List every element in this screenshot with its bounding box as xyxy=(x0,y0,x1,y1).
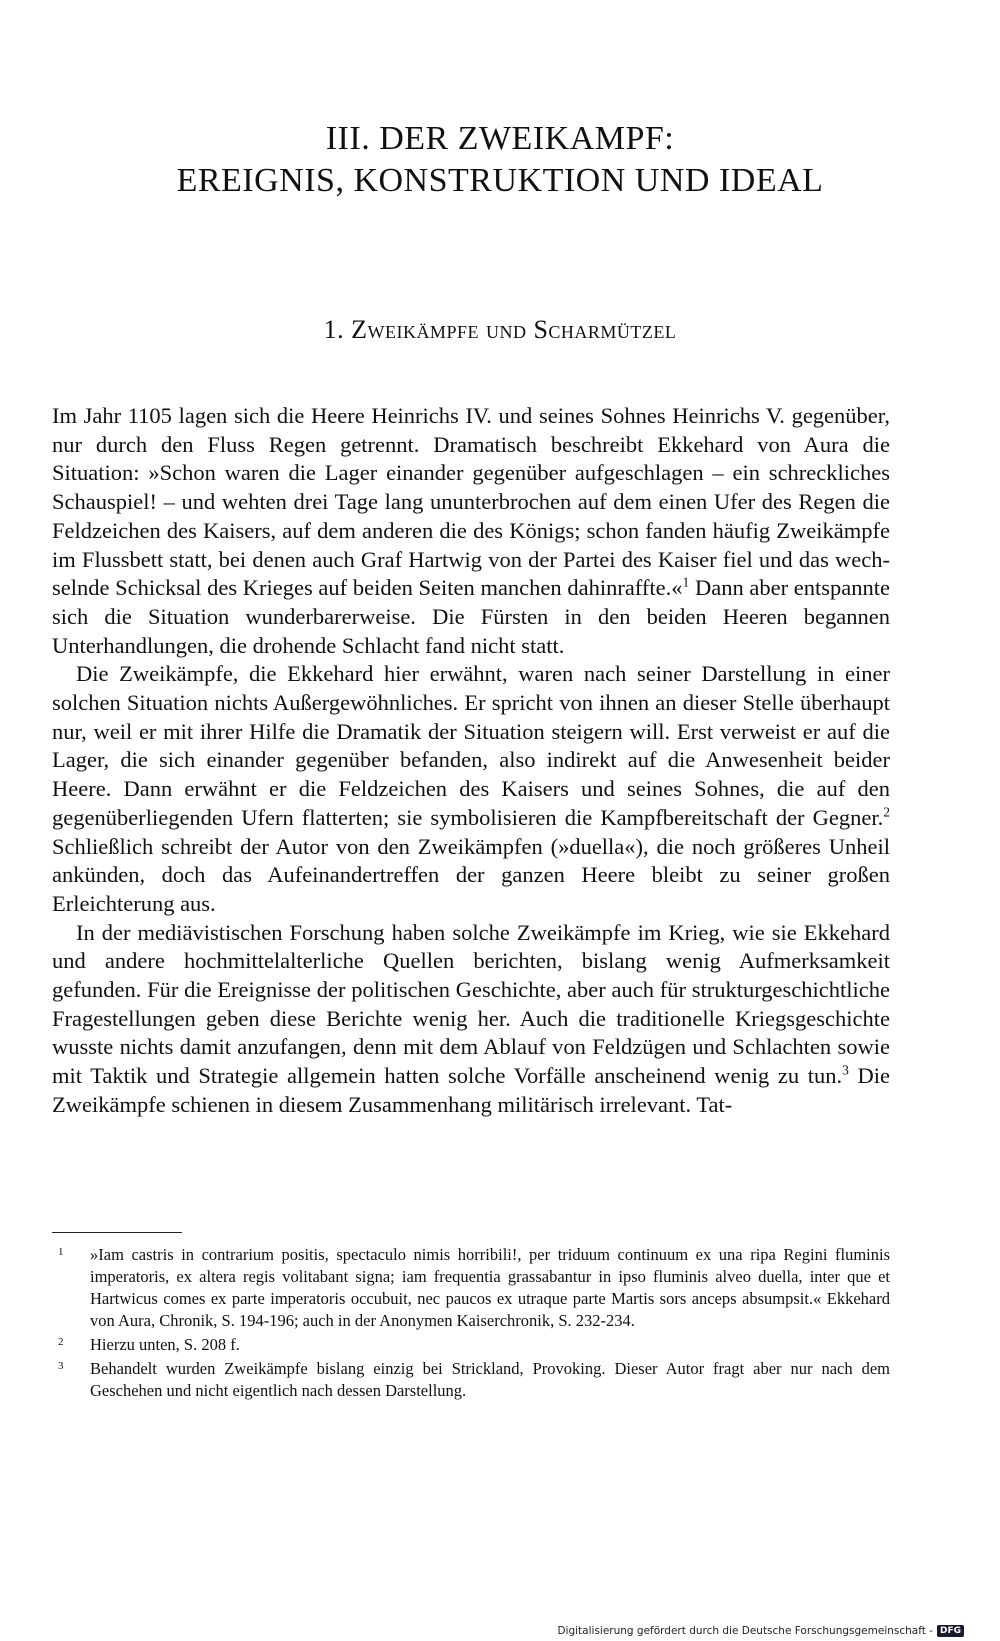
digitization-credit xyxy=(557,1625,964,1637)
footnote-number: 3 xyxy=(58,1360,64,1372)
paragraph-1 xyxy=(52,402,890,660)
digitization-credit-text: Digitalisierung gefördert durch die Deutsche Forschungsgemeinschaft - xyxy=(557,1625,933,1637)
footnote-1 xyxy=(52,1244,890,1332)
paragraph-3-text: In der mediävistischen Forschung haben solche Zweikämpfe im Krieg, wie sie Ekkehard und andere hochmittelalterliche Quellen berichten, bislang wenig Aufmerksamkeit gefunden. Für die Ereignisse der politischen Geschichte, aber auch für strukturgeschichtliche Fragestellungen geben diese Berichte wenig her. Auch die traditionelle Kriegsgeschichte wusste nichts damit anzufangen, denn mit dem Ablauf von Feldzügen und Schlachten sowie mit Taktik und Strategie allgemein hatten solche Vorfälle anscheinend wenig zu tun. xyxy=(52,919,890,1089)
chapter-title-line-1: III. DER ZWEIKAMPF: xyxy=(325,120,675,157)
footnote-divider xyxy=(52,1232,182,1233)
footnote-ref-2[interactable]: 2 xyxy=(883,804,890,820)
body-text xyxy=(52,402,890,1120)
paragraph-1-text: Im Jahr 1105 lagen sich die Heere Heinrichs IV. und seines Sohnes Heinrichs V. gegenüber, nur durch den Fluss Regen getrennt. Dramatisch beschreibt Ekkehard von Aura die Situation: »Schon waren die Lager einander gegenüber aufgeschlagen – ein schreckliches Schauspiel! – und wehten drei Tage lang ununterbrochen auf dem einen Ufer des Regen die Feldzeichen des Kaisers, auf dem anderen die des Königs; schon fanden häufig Zweikämpfe im Flussbett statt, bei denen auch Graf Hartwig von der Partei des Kaiser fiel und das wechselnde Schicksal des Krieges auf beiden Seiten manchen dahinraffte.« xyxy=(52,403,890,601)
section-title: 1. Zweikämpfe und Scharmützel xyxy=(323,315,677,344)
dfg-logo-icon: DFG xyxy=(937,1625,964,1637)
paragraph-3-continuation: Die Zweikämpfe schienen in diesem Zusammenhang militärisch irrelevant. Tat- xyxy=(52,1063,890,1117)
paragraph-2-continuation: Schließlich schreibt der Autor von den Zweikämpfen (»duella«), die noch größeres Unheil ankünden, doch das Aufeinandertreffen der ganzen Heere bleibt zu seiner großen Erleichterung aus. xyxy=(52,833,890,916)
footnote-text: Behandelt wurden Zweikämpfe bislang einzig bei Strickland, Provoking. Dieser Autor fragt aber nur nach dem Geschehen und nicht eigentlich nach dessen Darstellung. xyxy=(90,1359,890,1400)
footnote-ref-1[interactable]: 1 xyxy=(682,574,690,590)
paragraph-2-text: Die Zweikämpfe, die Ekkehard hier erwähnt, waren nach seiner Darstellung in einer solchen Situation nichts Außergewöhnliches. Er spricht von ihnen an dieser Stelle überhaupt nur, weil er mit ihrer Hilfe die Dramatik der Situation steigern will. Erst verweist er auf die Lager, die sich einander gegenüber befanden, also indirekt auf die Anwesenheit beider Heere. Dann erwähnt er die Feldzeichen des Kaisers und seines Sohnes, die auf den gegenüberliegenden Ufern flatterten; sie symbolisieren die Kampfbereitschaft der Gegner. xyxy=(52,661,890,830)
footnote-text: Hierzu unten, S. 208 f. xyxy=(90,1335,240,1354)
footnote-ref-3[interactable]: 3 xyxy=(842,1062,849,1078)
footnote-3 xyxy=(52,1358,890,1402)
footnote-number: 2 xyxy=(58,1336,64,1348)
paragraph-3 xyxy=(52,919,890,1120)
chapter-title xyxy=(0,118,1000,202)
footnotes xyxy=(52,1244,890,1404)
footnote-number: 1 xyxy=(58,1246,64,1258)
footnote-2 xyxy=(52,1334,890,1356)
paragraph-2 xyxy=(52,660,890,918)
footnote-text: »Iam castris in contrarium positis, spectaculo nimis horribili!, per triduum continuum ex una ripa Regini fluminis imperatoris, ex altera regis volitabant signa; iam frequentia grassabantur in ipso fluminis alveo duella, inter que et Hartwicus comes ex parte imperatoris occubuit, nec paucos ex utraque parte Martis sors anceps absumpsit.« Ekkehard von Aura, Chronik, S. 194-196; auch in der Anonymen Kaiserchronik, S. 232-234. xyxy=(90,1245,890,1330)
paragraph-1-continuation: Dann aber entspannte sich die Situation wunderbarerweise. Die Fürsten in den beiden Heeren begannen Unterhandlungen, die drohende Schlacht fand nicht statt. xyxy=(52,575,891,658)
chapter-title-line-2: EREIGNIS, KONSTRUKTION UND IDEAL xyxy=(176,162,824,199)
